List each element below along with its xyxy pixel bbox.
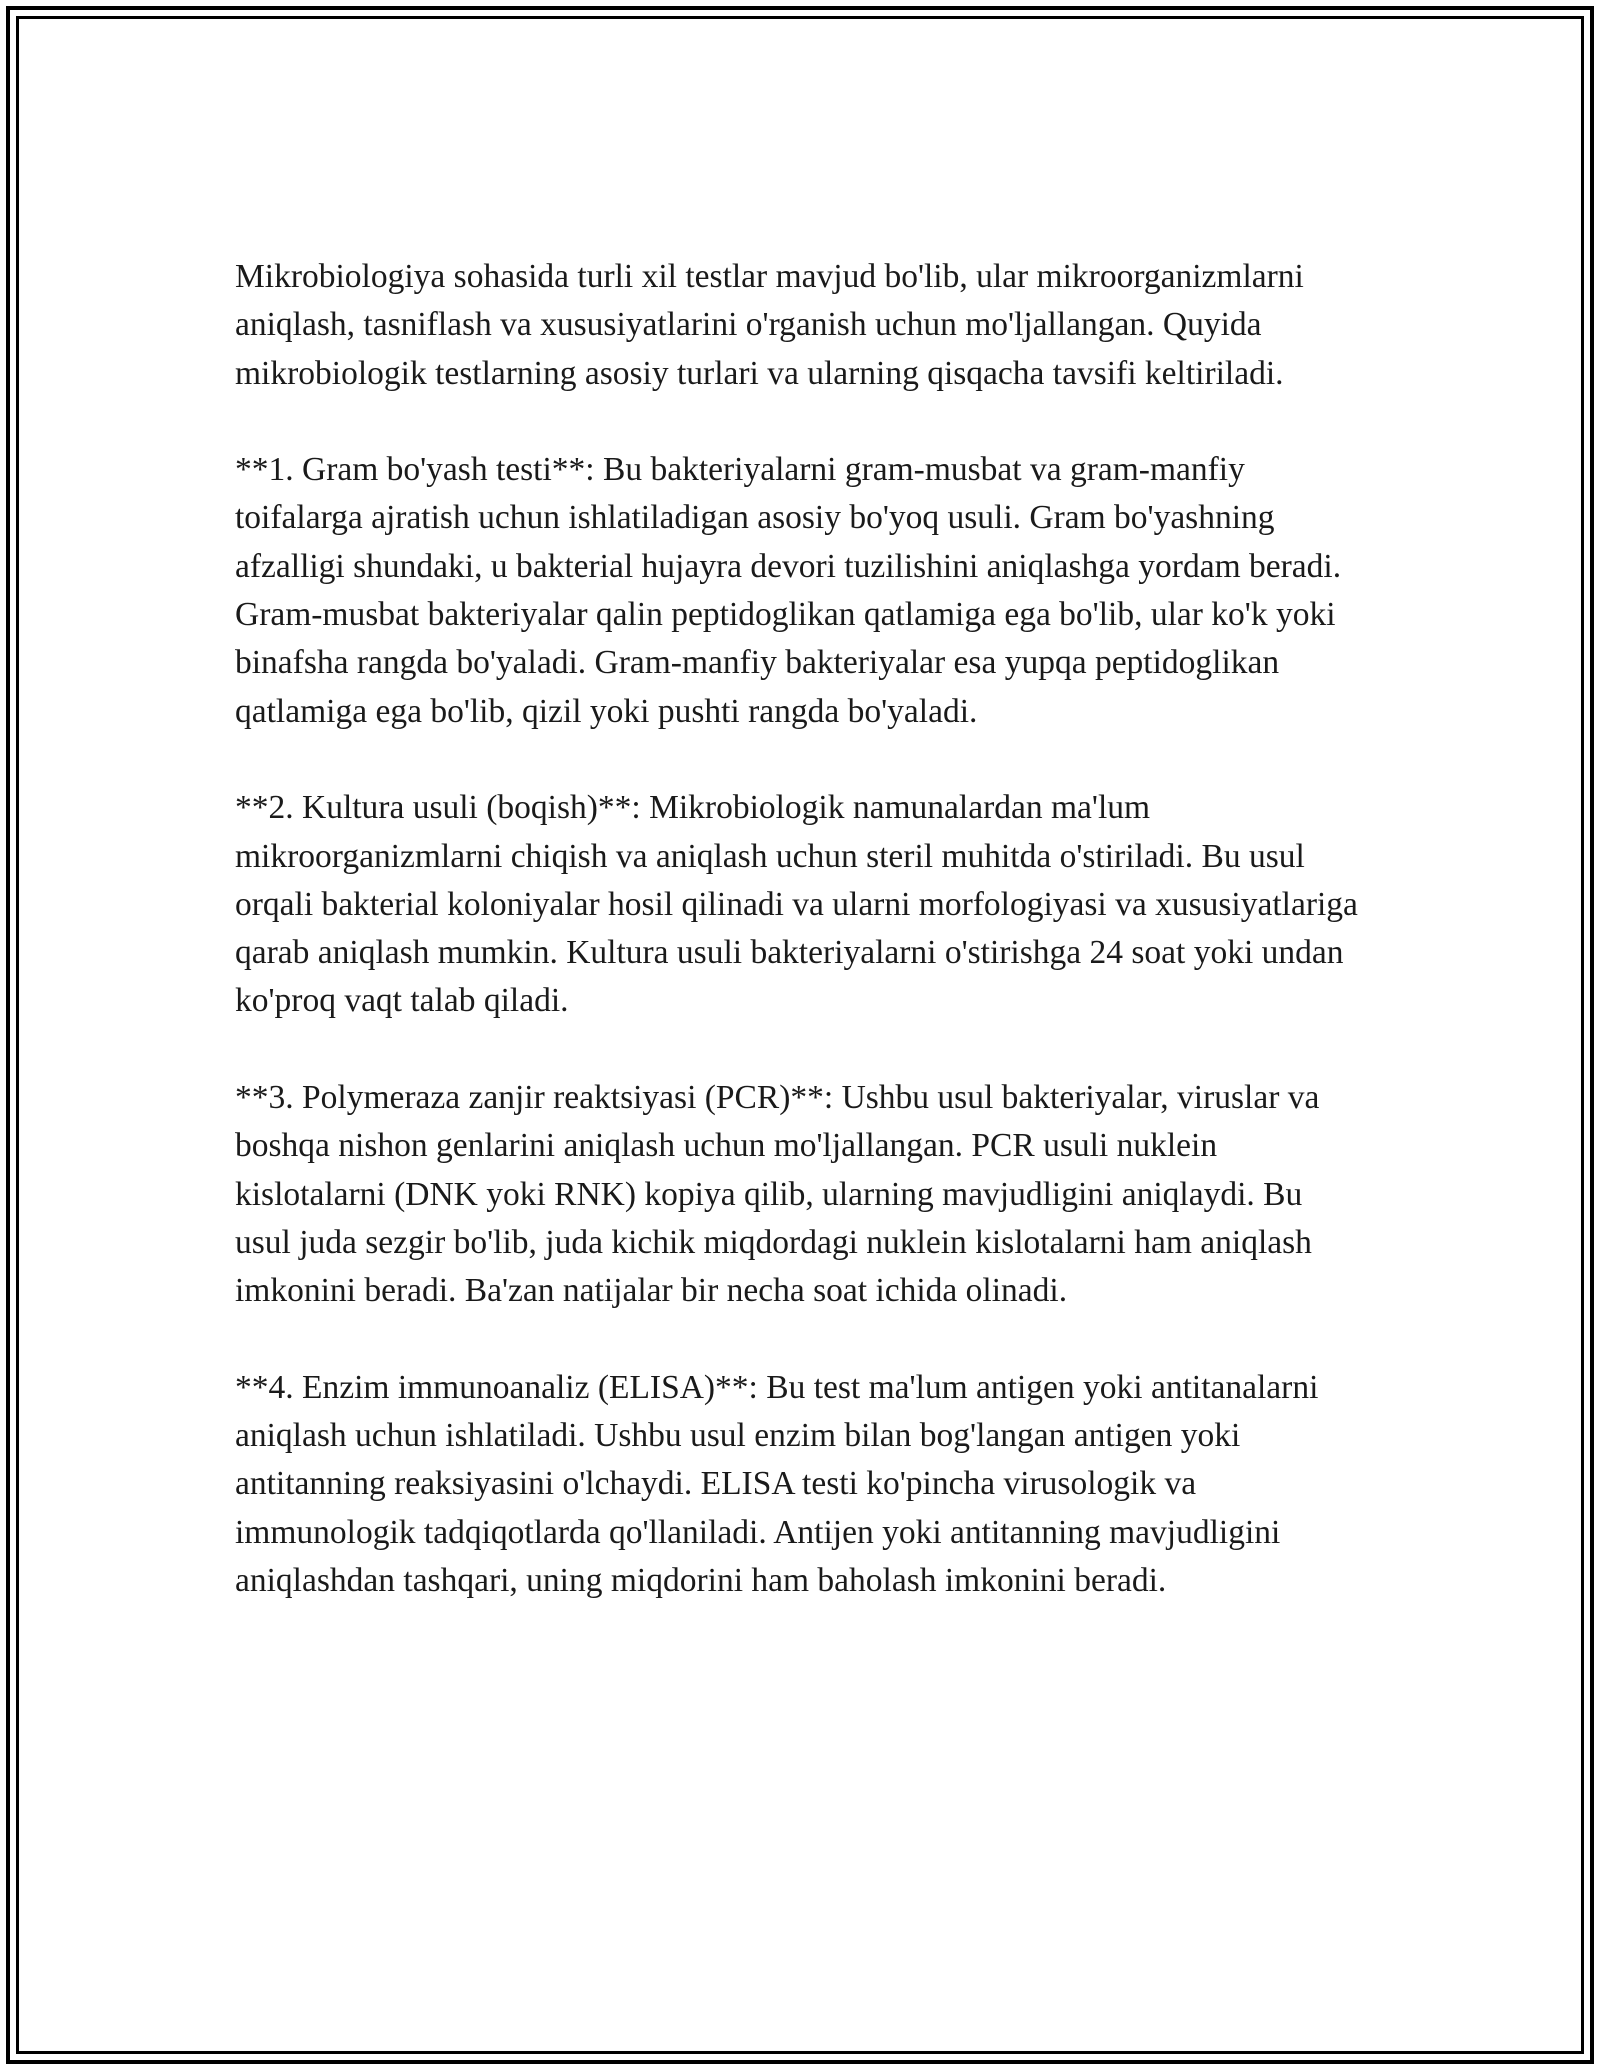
paragraph-intro: Mikrobiologiya sohasida turli xil testlar mavjud bo'lib, ular mikroorganizmlarni aniqlash, tasniflash va xususiyatlarini o'rganish uchun mo'ljallangan. Quyida mikrobiologik testlarning asosiy turlari va ularning qisqacha tavsifi keltiriladi. — [235, 258, 1304, 392]
paragraph-culture-method: **2. Kultura usuli (boqish)**: Mikrobiologik namunalardan ma'lum mikroorganizmlarni chiqish va aniqlash uchun steril muhitda o'stiriladi. Bu usul orqali bakterial koloniyalar hosil qilinadi va ularni morfologiyasi va xususiyatlariga qarab aniqlash mumkin. Kultura usuli bakteriyalarni o'stirishga 24 soat yoki undan ko'proq vaqt talab qiladi. — [235, 789, 1358, 1020]
paragraph-pcr: **3. Polymeraza zanjir reaktsiyasi (PCR)**: Ushbu usul bakteriyalar, viruslar va boshqa nishon genlarini aniqlash uchun mo'ljallangan. PCR usuli nuklein kislotalarni (DNK yoki RNK) kopiya qilib, ularning mavjudligini aniqlaydi. Bu usul juda sezgir bo'lib, juda kichik miqdordagi nuklein kislotalarni ham aniqlash imkonini beradi. Ba'zan natijalar bir necha soat ichida olinadi. — [235, 1079, 1320, 1310]
paragraph-gram-stain: **1. Gram bo'yash testi**: Bu bakteriyalarni gram-musbat va gram-manfiy toifalarga ajratish uchun ishlatiladigan asosiy bo'yoq usuli. Gram bo'yashning afzalligi shundaki, u bakterial hujayra devori tuzilishini aniqlashga yordam beradi. Gram-musbat bakteriyalar qalin peptidoglikan qatlamiga ega bo'lib, ular ko'k yoki binafsha rangda bo'yaladi. Gram-manfiy bakteriyalar esa yupqa peptidoglikan qatlamiga ega bo'lib, qizil yoki pushti rangda bo'yaladi. — [235, 451, 1342, 730]
paragraph-elisa: **4. Enzim immunoanaliz (ELISA)**: Bu test ma'lum antigen yoki antitanalarni aniqlash uchun ishlatiladi. Ushbu usul enzim bilan bog'langan antigen yoki antitanning reaksiyasini o'lchaydi. ELISA testi ko'pincha virusologik va immunologik tadqiqotlarda qo'llaniladi. Antijen yoki antitanning mavjudligini aniqlashdan tashqari, uning miqdorini ham baholash imkonini beradi. — [235, 1368, 1319, 1600]
document-body — [235, 253, 1365, 1654]
